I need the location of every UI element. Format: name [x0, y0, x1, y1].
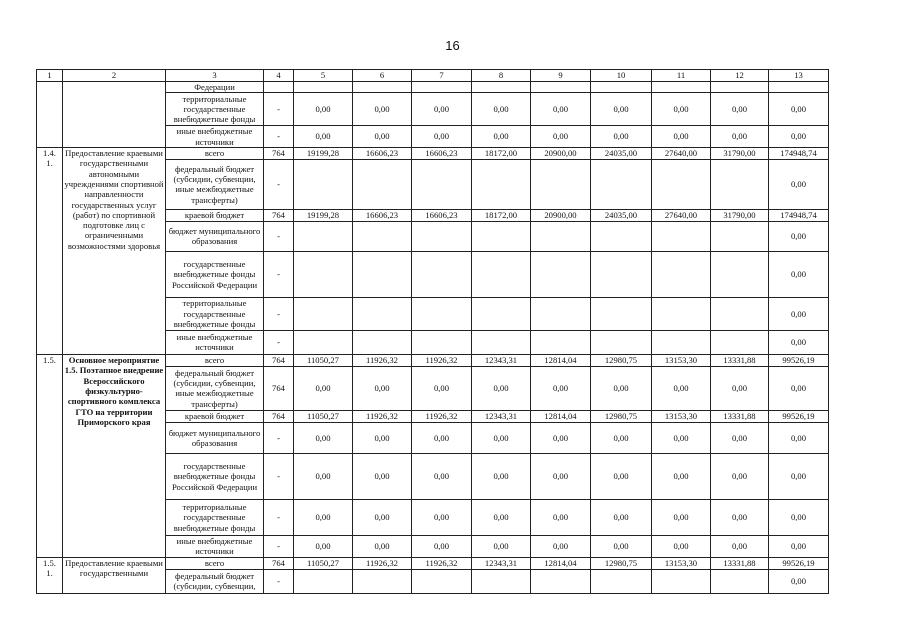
grbs-code-cell: -	[264, 422, 294, 453]
amount-cell: 0,00	[591, 366, 652, 410]
amount-cell: 0,00	[531, 535, 591, 557]
amount-cell	[472, 297, 531, 330]
funding-source-label: Федерации	[166, 82, 264, 93]
amount-cell: 27640,00	[652, 209, 711, 221]
item-number: 1.5.	[37, 354, 63, 557]
amount-cell	[531, 221, 591, 251]
amount-cell: 12980,75	[591, 557, 652, 569]
amount-cell	[294, 330, 353, 354]
amount-cell: 0,00	[769, 297, 829, 330]
amount-cell: 0,00	[472, 535, 531, 557]
grbs-code-cell: -	[264, 126, 294, 148]
amount-cell: 0,00	[591, 126, 652, 148]
amount-cell: 0,00	[294, 126, 353, 148]
amount-cell: 11926,32	[412, 557, 472, 569]
amount-cell: 0,00	[652, 366, 711, 410]
amount-cell	[531, 159, 591, 209]
funding-source-label: всего	[166, 147, 264, 159]
amount-cell: 174948,74	[769, 209, 829, 221]
grbs-code-cell: -	[264, 453, 294, 499]
amount-cell: 174948,74	[769, 147, 829, 159]
amount-cell	[294, 221, 353, 251]
amount-cell: 0,00	[769, 366, 829, 410]
amount-cell: 0,00	[591, 499, 652, 535]
amount-cell: 0,00	[652, 453, 711, 499]
table-row	[37, 557, 829, 569]
amount-cell: 11050,27	[294, 557, 353, 569]
funding-source-label: территориальные государственные внебюджетные фонды	[166, 499, 264, 535]
amount-cell: 0,00	[591, 93, 652, 126]
funding-source-label: всего	[166, 354, 264, 366]
grbs-code-cell: -	[264, 159, 294, 209]
amount-cell	[591, 297, 652, 330]
amount-cell	[711, 82, 769, 93]
table-row	[37, 354, 829, 366]
amount-cell: 0,00	[769, 569, 829, 593]
amount-cell: 0,00	[472, 126, 531, 148]
amount-cell	[652, 159, 711, 209]
amount-cell: 0,00	[353, 453, 412, 499]
amount-cell: 12814,04	[531, 557, 591, 569]
amount-cell: 11050,27	[294, 410, 353, 422]
amount-cell: 0,00	[769, 221, 829, 251]
amount-cell	[652, 221, 711, 251]
amount-cell: 0,00	[769, 499, 829, 535]
amount-cell	[294, 159, 353, 209]
amount-cell: 0,00	[769, 251, 829, 297]
amount-cell	[472, 569, 531, 593]
amount-cell: 0,00	[711, 453, 769, 499]
amount-cell	[472, 82, 531, 93]
amount-cell	[652, 569, 711, 593]
amount-cell: 0,00	[472, 453, 531, 499]
amount-cell	[591, 251, 652, 297]
funding-source-label: территориальные государственные внебюджетные фонды	[166, 297, 264, 330]
amount-cell: 0,00	[472, 366, 531, 410]
amount-cell: 13153,30	[652, 557, 711, 569]
amount-cell: 24035,00	[591, 147, 652, 159]
table-row	[37, 147, 829, 159]
amount-cell	[591, 159, 652, 209]
column-number-cell: 2	[63, 70, 166, 82]
amount-cell	[711, 159, 769, 209]
amount-cell: 24035,00	[591, 209, 652, 221]
amount-cell	[472, 330, 531, 354]
amount-cell	[353, 330, 412, 354]
grbs-code-cell: -	[264, 499, 294, 535]
funding-source-label: бюджет муниципального образования	[166, 221, 264, 251]
amount-cell: 0,00	[711, 499, 769, 535]
amount-cell: 0,00	[353, 126, 412, 148]
amount-cell: 0,00	[294, 535, 353, 557]
item-number: 1.4. 1.	[37, 147, 63, 354]
amount-cell: 0,00	[652, 535, 711, 557]
amount-cell: 20900,00	[531, 209, 591, 221]
item-name: Предоставление краевыми государственными автономными учреждениями спортивной направленности государственных услуг (работ) по спортивной подготовке лиц с ограниченными возможностями здоровья	[63, 147, 166, 354]
amount-cell: 99526,19	[769, 410, 829, 422]
amount-cell	[412, 251, 472, 297]
column-number-cell: 3	[166, 70, 264, 82]
amount-cell: 12343,31	[472, 354, 531, 366]
amount-cell: 27640,00	[652, 147, 711, 159]
amount-cell	[412, 330, 472, 354]
amount-cell: 0,00	[294, 366, 353, 410]
amount-cell: 0,00	[531, 422, 591, 453]
amount-cell: 0,00	[294, 453, 353, 499]
amount-cell: 0,00	[412, 422, 472, 453]
amount-cell: 18172,00	[472, 209, 531, 221]
column-number-cell: 1	[37, 70, 63, 82]
grbs-code-cell: -	[264, 535, 294, 557]
funding-source-label: иные внебюджетные источники	[166, 535, 264, 557]
amount-cell: 11926,32	[412, 410, 472, 422]
amount-cell: 0,00	[769, 330, 829, 354]
amount-cell: 0,00	[294, 93, 353, 126]
table-row	[37, 82, 829, 93]
amount-cell: 0,00	[412, 366, 472, 410]
funding-source-label: территориальные государственные внебюджетные фонды	[166, 93, 264, 126]
amount-cell	[412, 569, 472, 593]
funding-source-label: иные внебюджетные источники	[166, 330, 264, 354]
amount-cell	[353, 159, 412, 209]
amount-cell: 0,00	[769, 126, 829, 148]
amount-cell	[711, 330, 769, 354]
amount-cell: 0,00	[652, 93, 711, 126]
amount-cell: 18172,00	[472, 147, 531, 159]
column-number-cell: 5	[294, 70, 353, 82]
item-name: Предоставление краевыми государственными	[63, 557, 166, 593]
amount-cell	[591, 221, 652, 251]
amount-cell: 11926,32	[353, 410, 412, 422]
grbs-code-cell: 764	[264, 366, 294, 410]
amount-cell: 0,00	[353, 93, 412, 126]
column-number-cell: 7	[412, 70, 472, 82]
amount-cell	[711, 221, 769, 251]
amount-cell: 0,00	[531, 499, 591, 535]
amount-cell	[472, 159, 531, 209]
amount-cell: 0,00	[531, 366, 591, 410]
amount-cell: 11926,32	[353, 354, 412, 366]
amount-cell	[353, 82, 412, 93]
amount-cell: 0,00	[412, 499, 472, 535]
amount-cell: 99526,19	[769, 557, 829, 569]
amount-cell	[353, 569, 412, 593]
amount-cell	[294, 297, 353, 330]
column-number-cell: 10	[591, 70, 652, 82]
amount-cell	[652, 82, 711, 93]
amount-cell: 12343,31	[472, 410, 531, 422]
amount-cell: 0,00	[591, 422, 652, 453]
amount-cell: 0,00	[412, 126, 472, 148]
amount-cell	[353, 251, 412, 297]
column-number-cell: 8	[472, 70, 531, 82]
column-number-cell: 4	[264, 70, 294, 82]
grbs-code-cell: -	[264, 93, 294, 126]
amount-cell	[769, 82, 829, 93]
item-number	[37, 82, 63, 148]
funding-source-label: краевой бюджет	[166, 209, 264, 221]
amount-cell: 16606,23	[353, 209, 412, 221]
amount-cell: 31790,00	[711, 209, 769, 221]
funding-source-label: бюджет муниципального образования	[166, 422, 264, 453]
grbs-code-cell: -	[264, 569, 294, 593]
funding-source-label: государственные внебюджетные фонды Российской Федерации	[166, 251, 264, 297]
amount-cell: 0,00	[711, 366, 769, 410]
item-name	[63, 82, 166, 148]
amount-cell: 12814,04	[531, 354, 591, 366]
funding-source-label: федеральный бюджет (субсидии, субвенции, иные межбюджетные трансферты)	[166, 159, 264, 209]
amount-cell	[591, 82, 652, 93]
funding-source-label: государственные внебюджетные фонды Российской Федерации	[166, 453, 264, 499]
amount-cell: 13153,30	[652, 354, 711, 366]
funding-source-label: федеральный бюджет (субсидии, субвенции, иные межбюджетные трансферты)	[166, 366, 264, 410]
amount-cell: 16606,23	[353, 147, 412, 159]
amount-cell	[531, 330, 591, 354]
grbs-code-cell: -	[264, 330, 294, 354]
grbs-code-cell: 764	[264, 354, 294, 366]
amount-cell: 0,00	[769, 93, 829, 126]
amount-cell	[412, 297, 472, 330]
amount-cell: 0,00	[472, 499, 531, 535]
amount-cell: 20900,00	[531, 147, 591, 159]
amount-cell: 0,00	[472, 422, 531, 453]
amount-cell: 0,00	[769, 159, 829, 209]
column-number-cell: 6	[353, 70, 412, 82]
amount-cell: 16606,23	[412, 209, 472, 221]
amount-cell: 0,00	[711, 535, 769, 557]
amount-cell: 0,00	[472, 93, 531, 126]
amount-cell	[652, 251, 711, 297]
page-number: 16	[445, 38, 460, 53]
amount-cell: 0,00	[353, 422, 412, 453]
amount-cell: 13331,88	[711, 557, 769, 569]
amount-cell: 99526,19	[769, 354, 829, 366]
grbs-code-cell: -	[264, 251, 294, 297]
amount-cell	[294, 82, 353, 93]
amount-cell: 12980,75	[591, 410, 652, 422]
item-number: 1.5. 1.	[37, 557, 63, 593]
amount-cell	[531, 251, 591, 297]
column-number-row	[37, 70, 829, 82]
amount-cell: 0,00	[711, 422, 769, 453]
amount-cell: 19199,28	[294, 209, 353, 221]
amount-cell: 0,00	[769, 453, 829, 499]
column-number-cell: 12	[711, 70, 769, 82]
amount-cell: 0,00	[652, 126, 711, 148]
amount-cell	[412, 221, 472, 251]
item-name: Основное мероприятие 1.5. Поэтапное внедрение Всероссийского физкультурно-спортивного комплекса ГТО на территории Приморского края	[63, 354, 166, 557]
amount-cell: 12814,04	[531, 410, 591, 422]
amount-cell: 19199,28	[294, 147, 353, 159]
grbs-code-cell: -	[264, 221, 294, 251]
funding-source-label: краевой бюджет	[166, 410, 264, 422]
grbs-code-cell	[264, 82, 294, 93]
amount-cell: 0,00	[591, 453, 652, 499]
amount-cell	[353, 221, 412, 251]
amount-cell: 0,00	[769, 422, 829, 453]
funding-source-label: иные внебюджетные источники	[166, 126, 264, 148]
amount-cell	[711, 569, 769, 593]
amount-cell	[353, 297, 412, 330]
amount-cell: 0,00	[652, 499, 711, 535]
amount-cell	[652, 330, 711, 354]
amount-cell: 0,00	[353, 366, 412, 410]
amount-cell: 0,00	[353, 499, 412, 535]
grbs-code-cell: -	[264, 297, 294, 330]
amount-cell	[711, 297, 769, 330]
amount-cell	[472, 251, 531, 297]
amount-cell: 13331,88	[711, 354, 769, 366]
funding-source-label: всего	[166, 557, 264, 569]
column-number-cell: 11	[652, 70, 711, 82]
column-number-cell: 9	[531, 70, 591, 82]
grbs-code-cell: 764	[264, 557, 294, 569]
grbs-code-cell: 764	[264, 209, 294, 221]
amount-cell: 0,00	[711, 126, 769, 148]
amount-cell: 0,00	[412, 453, 472, 499]
amount-cell: 0,00	[294, 422, 353, 453]
grbs-code-cell: 764	[264, 410, 294, 422]
grbs-code-cell: 764	[264, 147, 294, 159]
amount-cell: 11926,32	[353, 557, 412, 569]
amount-cell	[591, 330, 652, 354]
amount-cell: 11050,27	[294, 354, 353, 366]
amount-cell: 0,00	[531, 126, 591, 148]
amount-cell: 13331,88	[711, 410, 769, 422]
column-number-cell: 13	[769, 70, 829, 82]
amount-cell	[294, 569, 353, 593]
amount-cell: 11926,32	[412, 354, 472, 366]
amount-cell: 0,00	[531, 453, 591, 499]
amount-cell: 16606,23	[412, 147, 472, 159]
amount-cell: 0,00	[412, 535, 472, 557]
amount-cell	[531, 82, 591, 93]
funding-source-label: федеральный бюджет (субсидии, субвенции,	[166, 569, 264, 593]
budget-table	[36, 69, 829, 594]
amount-cell: 0,00	[531, 93, 591, 126]
amount-cell	[652, 297, 711, 330]
amount-cell: 0,00	[652, 422, 711, 453]
amount-cell	[412, 82, 472, 93]
amount-cell	[531, 297, 591, 330]
amount-cell: 0,00	[591, 535, 652, 557]
amount-cell	[591, 569, 652, 593]
amount-cell	[294, 251, 353, 297]
amount-cell: 12343,31	[472, 557, 531, 569]
amount-cell: 31790,00	[711, 147, 769, 159]
amount-cell: 0,00	[294, 499, 353, 535]
amount-cell: 12980,75	[591, 354, 652, 366]
amount-cell: 0,00	[711, 93, 769, 126]
amount-cell	[472, 221, 531, 251]
amount-cell: 0,00	[769, 535, 829, 557]
amount-cell: 0,00	[353, 535, 412, 557]
amount-cell	[711, 251, 769, 297]
amount-cell: 13153,30	[652, 410, 711, 422]
amount-cell: 0,00	[412, 93, 472, 126]
amount-cell	[531, 569, 591, 593]
amount-cell	[412, 159, 472, 209]
table-body	[37, 70, 829, 594]
